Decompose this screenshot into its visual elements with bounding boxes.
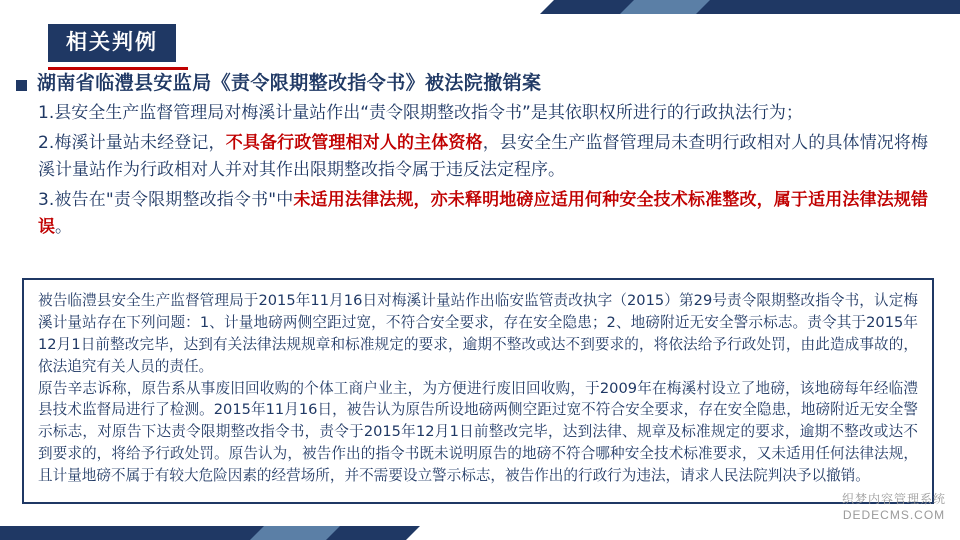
bottom-left-ribbon-decoration — [0, 526, 420, 540]
ribbon-bar-navy-bottom — [0, 526, 420, 540]
plain-text: 1.县安全生产监督管理局对梅溪计量站作出“责令限期整改指令书”是其依职权所进行的行政执法行为； — [38, 103, 803, 123]
case-facts-paragraph-2: 原告辛志诉称，原告系从事废旧回收购的个体工商户业主，为方便进行废旧回收购，于2009年在梅溪村设立了地磅，该地磅每年经临澧县技术监督局进行了检测。2015年11月16日，被告认为原告所设地磅两侧空距过宽不符合安全要求，存在安全隐患，地磅附近无安全警示标志，对原告下达责令限期整改指令书，责令于2015年12月1日前整改完毕，达到法律、规章及标准规定的要求，逾期不整改或达不到要求的，将给予行政处罚。原告认为，被告作出的指令书既未说明原告的地磅不符合哪种安全技术标准要求，又未适用任何法律法规，且计量地磅不属于有较大危险因素的经营场所，并不需要设立警示标志，被告作出的行政行为违法，请求人民法院判决予以撤销。 — [38, 379, 918, 485]
plain-text: 。 — [55, 217, 72, 238]
case-heading-row — [16, 72, 936, 96]
watermark-en-text: DEDECMS.COM — [842, 508, 946, 522]
ribbon-bar-accent — [620, 0, 710, 14]
section-title-tag: 相关判例 — [48, 24, 176, 62]
case-point-2 — [38, 130, 928, 185]
ribbon-bar-accent-bottom — [250, 526, 340, 540]
ribbon-bar-navy — [540, 0, 960, 14]
emphasized-text: 未适用法律法规，亦未释明地磅应适用何种安全技术标准整改，属于适用法律法规错误 — [38, 189, 929, 238]
case-facts-box — [22, 278, 934, 504]
title-underline — [48, 67, 188, 70]
plain-text: 2.梅溪计量站未经登记， — [38, 132, 226, 153]
watermark — [842, 490, 946, 522]
plain-text: ，县安全生产监督管理局未查明行政相对人的具体情况将梅溪计量站作为行政相对人并对其作出限期整改指令属于违反法定程序。 — [38, 132, 929, 181]
plain-text: 3.被告在"责令限期整改指令书"中 — [38, 189, 294, 210]
case-heading-text: 湖南省临澧县安监局《责令限期整改指令书》被法院撤销案 — [37, 72, 542, 94]
watermark-cn-text: 织梦内容管理系统 — [841, 492, 946, 506]
top-right-ribbon-decoration — [540, 0, 960, 14]
case-facts-paragraph-1: 被告临澧县安全生产监督管理局于2015年11月16日对梅溪计量站作出临安监管责改执字（2015）第29号责令限期整改指令书，认定梅溪计量站存在下列问题：1、计量地磅两侧空距过宽，不符合安全要求，存在安全隐患；2、地磅附近无安全警示标志。责令其于2015年12月1日前整改完毕，达到有关法律法规规章和标准规定的要求，逾期不整改或达不到要求的，将依法给予行政处罚，由此造成事故的，依法追究有关人员的责任。 — [38, 292, 918, 375]
case-point-1 — [38, 100, 928, 128]
case-point-3 — [38, 187, 928, 242]
case-points-block — [38, 100, 928, 244]
square-bullet-icon — [16, 80, 27, 91]
emphasized-text: 不具备行政管理相对人的主体资格 — [225, 132, 483, 153]
